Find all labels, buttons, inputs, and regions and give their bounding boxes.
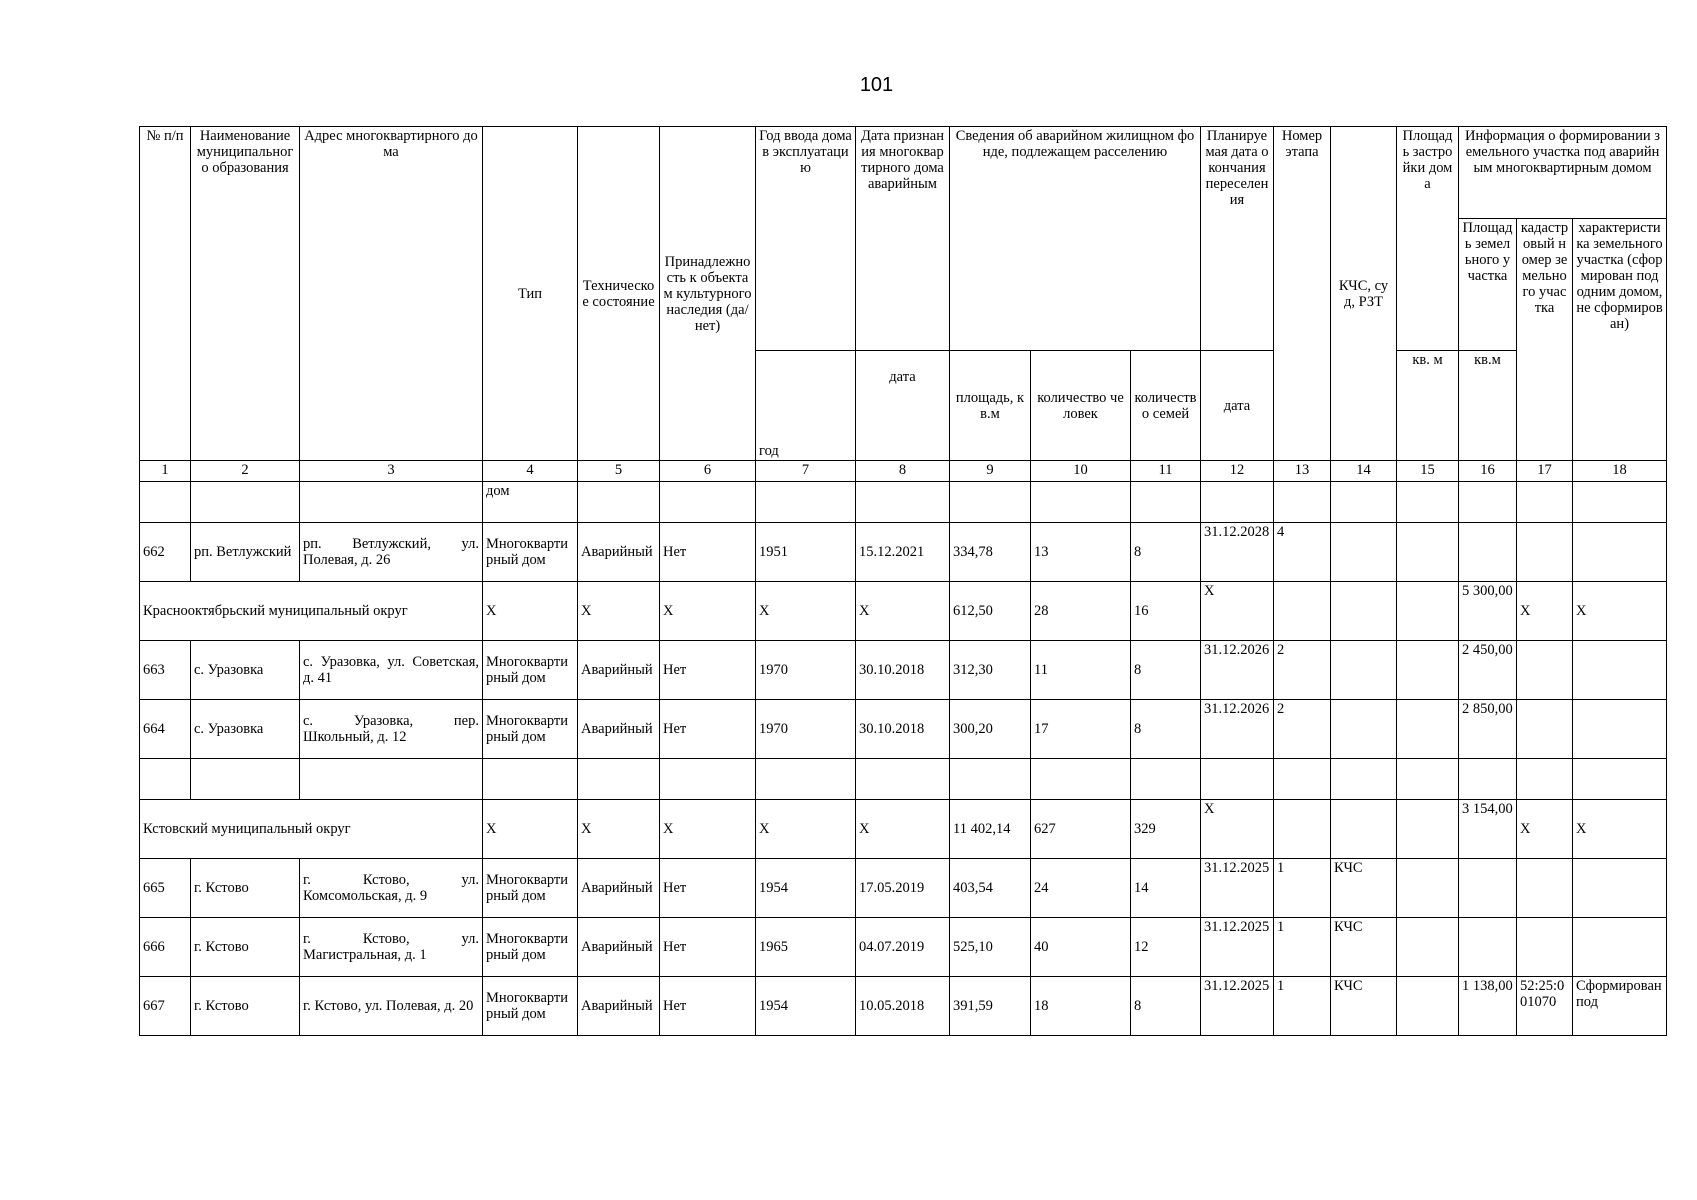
row-kchs	[1331, 523, 1397, 582]
row-stage: 1	[1274, 977, 1331, 1036]
row-heritage: Нет	[660, 977, 756, 1036]
emergency-housing-table	[139, 126, 1667, 1036]
table-cell	[1031, 759, 1131, 800]
header-year: Год ввода дома в эксплуатацию	[756, 127, 856, 351]
district-total-row	[140, 800, 1667, 859]
row-type: Многоквартирный дом	[483, 977, 578, 1036]
row-build-area	[1397, 859, 1459, 918]
header-land-char: характеристика земельного участка (сформирован под одним домом, не сформирован)	[1573, 219, 1667, 461]
header-address: Адрес многоквартирного дома	[300, 127, 483, 461]
blank-row	[140, 759, 1667, 800]
row-date: 17.05.2019	[856, 859, 950, 918]
row-cadastre: 52:25:001070	[1517, 977, 1573, 1036]
row-year: 1954	[756, 977, 856, 1036]
total-people: 627	[1031, 800, 1131, 859]
total-kchs	[1331, 582, 1397, 641]
row-people: 11	[1031, 641, 1131, 700]
column-number: 18	[1573, 461, 1667, 482]
row-heritage: Нет	[660, 700, 756, 759]
row-build-area	[1397, 918, 1459, 977]
row-year: 1951	[756, 523, 856, 582]
row-families: 12	[1131, 918, 1201, 977]
page-number: 101	[859, 74, 894, 96]
carry-type: дом	[483, 482, 578, 523]
table-cell	[950, 759, 1031, 800]
row-cadastre	[1517, 918, 1573, 977]
table-cell	[1573, 759, 1667, 800]
column-number: 4	[483, 461, 578, 482]
row-type: Многоквартирный дом	[483, 700, 578, 759]
row-cadastre	[1517, 523, 1573, 582]
row-state: Аварийный	[578, 859, 660, 918]
row-area: 300,20	[950, 700, 1031, 759]
column-number: 1	[140, 461, 191, 482]
row-land-area: 1 138,00	[1459, 977, 1517, 1036]
row-land-area	[1459, 918, 1517, 977]
header-kchs: КЧС, суд, РЗТ	[1331, 127, 1397, 461]
total-date: X	[856, 800, 950, 859]
row-address: с. Уразовка, пер. Школьный, д. 12	[300, 700, 483, 759]
header-municipality: Наименование муниципального образования	[191, 127, 300, 461]
header-planned-date: Планируемая дата окончания переселения	[1201, 127, 1274, 351]
total-build-area	[1397, 800, 1459, 859]
row-stage: 2	[1274, 641, 1331, 700]
row-kchs: КЧС	[1331, 918, 1397, 977]
total-kchs	[1331, 800, 1397, 859]
row-build-area	[1397, 641, 1459, 700]
header-stage: Номер этапа	[1274, 127, 1331, 461]
row-area: 391,59	[950, 977, 1031, 1036]
table-cell	[1517, 759, 1573, 800]
row-people: 17	[1031, 700, 1131, 759]
row-land-area	[1459, 859, 1517, 918]
table-row	[140, 859, 1667, 918]
table-cell	[1201, 759, 1274, 800]
table-cell	[300, 759, 483, 800]
row-address: рп. Ветлужский, ул. Полевая, д. 26	[300, 523, 483, 582]
total-land-char: X	[1573, 800, 1667, 859]
row-build-area	[1397, 977, 1459, 1036]
row-families: 8	[1131, 641, 1201, 700]
row-municipality: с. Уразовка	[191, 641, 300, 700]
row-build-area	[1397, 700, 1459, 759]
header-plan-sub: дата	[1201, 351, 1274, 461]
header-num: № п/п	[140, 127, 191, 461]
column-number-row	[140, 461, 1667, 482]
total-land-area: 3 154,00	[1459, 800, 1517, 859]
column-number: 6	[660, 461, 756, 482]
row-heritage: Нет	[660, 918, 756, 977]
row-address: г. Кстово, ул. Магистральная, д. 1	[300, 918, 483, 977]
row-address: г. Кстово, ул. Полевая, д. 20	[300, 977, 483, 1036]
total-people: 28	[1031, 582, 1131, 641]
row-cadastre	[1517, 859, 1573, 918]
header-cadastre: кадастровый номер земельного участка	[1517, 219, 1573, 461]
row-families: 14	[1131, 859, 1201, 918]
total-stage	[1274, 582, 1331, 641]
row-area: 334,78	[950, 523, 1031, 582]
row-state: Аварийный	[578, 918, 660, 977]
header-date-sub: дата	[856, 351, 950, 461]
table-cell	[483, 759, 578, 800]
column-number: 16	[1459, 461, 1517, 482]
row-date: 30.10.2018	[856, 700, 950, 759]
column-number: 11	[1131, 461, 1201, 482]
column-number: 7	[756, 461, 856, 482]
column-number: 9	[950, 461, 1031, 482]
row-stage: 1	[1274, 918, 1331, 977]
row-land-char	[1573, 859, 1667, 918]
table-cell	[578, 759, 660, 800]
total-land-area: 5 300,00	[1459, 582, 1517, 641]
row-stage: 1	[1274, 859, 1331, 918]
row-number: 667	[140, 977, 191, 1036]
row-families: 8	[1131, 700, 1201, 759]
row-number: 666	[140, 918, 191, 977]
row-number: 662	[140, 523, 191, 582]
column-number: 2	[191, 461, 300, 482]
total-cadastre: X	[1517, 582, 1573, 641]
total-plan: X	[1201, 800, 1274, 859]
column-number: 5	[578, 461, 660, 482]
table-row	[140, 523, 1667, 582]
row-municipality: с. Уразовка	[191, 700, 300, 759]
row-people: 40	[1031, 918, 1131, 977]
header-build-area-sub: кв. м	[1397, 351, 1459, 461]
table-cell	[756, 759, 856, 800]
total-state: X	[578, 582, 660, 641]
header-area: площадь, кв.м	[950, 351, 1031, 461]
row-area: 525,10	[950, 918, 1031, 977]
column-number: 10	[1031, 461, 1131, 482]
row-date: 30.10.2018	[856, 641, 950, 700]
row-year: 1970	[756, 700, 856, 759]
header-land-area-sub: кв.м	[1459, 351, 1517, 461]
row-people: 13	[1031, 523, 1131, 582]
total-heritage: X	[660, 800, 756, 859]
row-plan-date: 31.12.2025	[1201, 859, 1274, 918]
row-municipality: рп. Ветлужский	[191, 523, 300, 582]
column-number: 3	[300, 461, 483, 482]
row-people: 24	[1031, 859, 1131, 918]
row-kchs	[1331, 641, 1397, 700]
row-heritage: Нет	[660, 641, 756, 700]
header-emergency-fund: Сведения об аварийном жилищном фонде, подлежащем расселению	[950, 127, 1201, 351]
row-plan-date: 31.12.2025	[1201, 977, 1274, 1036]
row-kchs: КЧС	[1331, 859, 1397, 918]
header-land-info: Информация о формировании земельного участка под аварийным многоквартирным домом	[1459, 127, 1667, 219]
table-row	[140, 977, 1667, 1036]
row-date: 04.07.2019	[856, 918, 950, 977]
row-year: 1954	[756, 859, 856, 918]
row-municipality: г. Кстово	[191, 918, 300, 977]
row-state: Аварийный	[578, 523, 660, 582]
total-type: X	[483, 800, 578, 859]
table-row	[140, 641, 1667, 700]
total-families: 16	[1131, 582, 1201, 641]
total-land-char: X	[1573, 582, 1667, 641]
table-cell	[660, 759, 756, 800]
row-date: 10.05.2018	[856, 977, 950, 1036]
row-state: Аварийный	[578, 977, 660, 1036]
row-cadastre	[1517, 700, 1573, 759]
row-plan-date: 31.12.2026	[1201, 700, 1274, 759]
table-cell	[1397, 759, 1459, 800]
total-area: 612,50	[950, 582, 1031, 641]
row-state: Аварийный	[578, 641, 660, 700]
column-number: 13	[1274, 461, 1331, 482]
row-kchs	[1331, 700, 1397, 759]
row-land-char	[1573, 918, 1667, 977]
total-area: 11 402,14	[950, 800, 1031, 859]
total-families: 329	[1131, 800, 1201, 859]
table-cell	[140, 759, 191, 800]
column-number: 12	[1201, 461, 1274, 482]
header-recognition-date: Дата признания многоквартирного дома аварийным	[856, 127, 950, 351]
header-families: количество семей	[1131, 351, 1201, 461]
row-state: Аварийный	[578, 700, 660, 759]
table-cell	[1274, 759, 1331, 800]
row-year: 1970	[756, 641, 856, 700]
district-total-row	[140, 582, 1667, 641]
total-year: X	[756, 800, 856, 859]
row-heritage: Нет	[660, 859, 756, 918]
table-cell	[1459, 759, 1517, 800]
table-row	[140, 700, 1667, 759]
row-year: 1965	[756, 918, 856, 977]
row-cadastre	[1517, 641, 1573, 700]
total-heritage: X	[660, 582, 756, 641]
column-number: 15	[1397, 461, 1459, 482]
row-land-area: 2 450,00	[1459, 641, 1517, 700]
row-municipality: г. Кстово	[191, 977, 300, 1036]
row-land-char	[1573, 700, 1667, 759]
district-name: Краснооктябрьский муниципальный округ	[140, 582, 483, 641]
header-land-area: Площадь земельного участка	[1459, 219, 1517, 351]
table-row	[140, 918, 1667, 977]
row-plan-date: 31.12.2026	[1201, 641, 1274, 700]
row-land-char: Сформирован под	[1573, 977, 1667, 1036]
header-year-sub: год	[756, 351, 856, 461]
row-type: Многоквартирный дом	[483, 523, 578, 582]
total-cadastre: X	[1517, 800, 1573, 859]
row-area: 312,30	[950, 641, 1031, 700]
header-heritage: Принадлежность к объектам культурного наследия (да/нет)	[660, 127, 756, 461]
row-plan-date: 31.12.2025	[1201, 918, 1274, 977]
table-cell	[856, 759, 950, 800]
row-build-area	[1397, 523, 1459, 582]
total-year: X	[756, 582, 856, 641]
total-plan: X	[1201, 582, 1274, 641]
row-area: 403,54	[950, 859, 1031, 918]
table-cell	[191, 759, 300, 800]
row-people: 18	[1031, 977, 1131, 1036]
column-number: 14	[1331, 461, 1397, 482]
header-type: Тип	[483, 127, 578, 461]
row-families: 8	[1131, 977, 1201, 1036]
row-number: 664	[140, 700, 191, 759]
column-number: 17	[1517, 461, 1573, 482]
row-number: 663	[140, 641, 191, 700]
district-name: Кстовский муниципальный округ	[140, 800, 483, 859]
row-plan-date: 31.12.2028	[1201, 523, 1274, 582]
row-type: Многоквартирный дом	[483, 641, 578, 700]
table-cell	[1131, 759, 1201, 800]
row-stage: 2	[1274, 700, 1331, 759]
row-families: 8	[1131, 523, 1201, 582]
header-people: количество человек	[1031, 351, 1131, 461]
table-cell	[1331, 759, 1397, 800]
total-state: X	[578, 800, 660, 859]
header-tech-state: Техническое состояние	[578, 127, 660, 461]
total-date: X	[856, 582, 950, 641]
row-kchs: КЧС	[1331, 977, 1397, 1036]
row-municipality: г. Кстово	[191, 859, 300, 918]
total-type: X	[483, 582, 578, 641]
row-heritage: Нет	[660, 523, 756, 582]
row-land-area: 2 850,00	[1459, 700, 1517, 759]
total-stage	[1274, 800, 1331, 859]
row-address: с. Уразовка, ул. Советская, д. 41	[300, 641, 483, 700]
carry-over-row	[140, 482, 1667, 523]
row-number: 665	[140, 859, 191, 918]
column-number: 8	[856, 461, 950, 482]
header-row	[140, 127, 1667, 219]
row-type: Многоквартирный дом	[483, 918, 578, 977]
row-land-char	[1573, 641, 1667, 700]
header-build-area: Площадь застройки дома	[1397, 127, 1459, 351]
total-build-area	[1397, 582, 1459, 641]
row-address: г. Кстово, ул. Комсомольская, д. 9	[300, 859, 483, 918]
row-date: 15.12.2021	[856, 523, 950, 582]
row-type: Многоквартирный дом	[483, 859, 578, 918]
row-stage: 4	[1274, 523, 1331, 582]
row-land-area	[1459, 523, 1517, 582]
row-land-char	[1573, 523, 1667, 582]
